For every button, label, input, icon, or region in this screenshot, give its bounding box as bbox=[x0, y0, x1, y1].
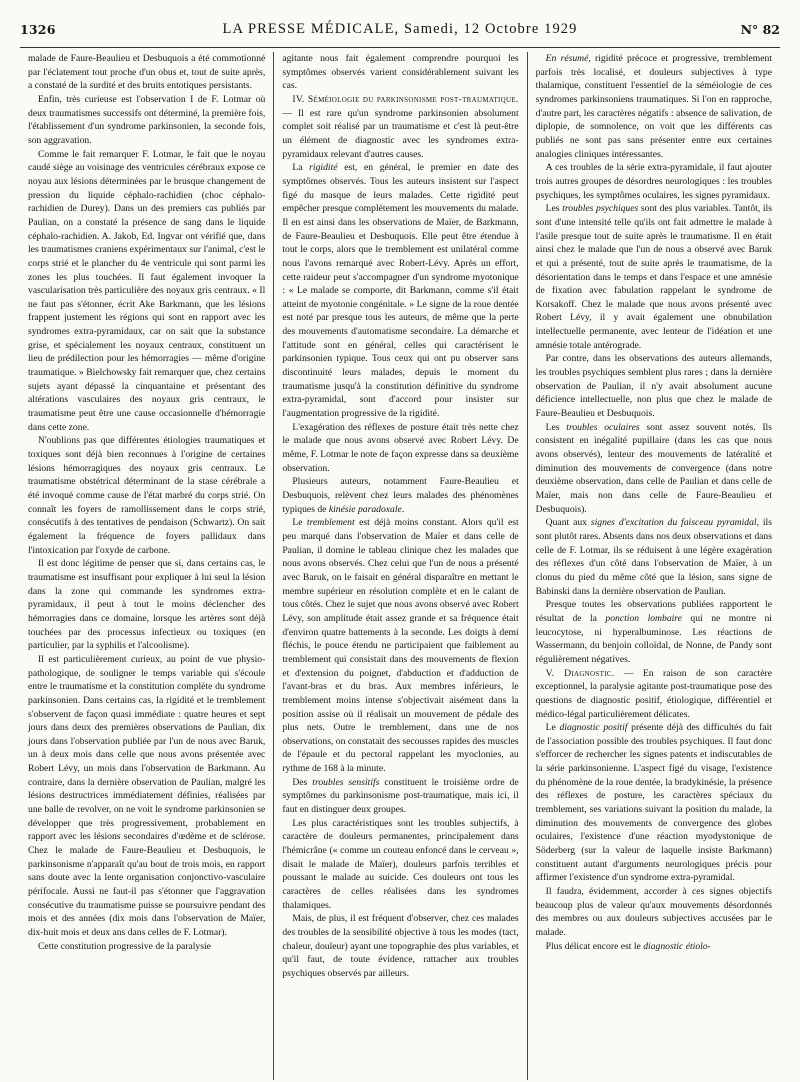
paragraph: Il faudra, évidemment, accorder à ces signes objectifs beaucoup plus de valeur qu'aux mouvements désordonnés des membres ou aux douleurs subjectives accusées par le malade. bbox=[535, 886, 772, 938]
emphasis-text: diagnostic positif bbox=[559, 722, 628, 734]
emphasis-text: kinésie paradoxale bbox=[328, 503, 402, 515]
section-heading: V. Diagnostic. bbox=[545, 667, 615, 679]
journal-title: LA PRESSE MÉDICALE, Samedi, 12 Octobre 1929 bbox=[222, 21, 578, 37]
paragraph: agitante nous fait également comprendre pourquoi les symptômes observés varient considérablement suivant les cas. bbox=[282, 53, 519, 92]
paragraph bbox=[536, 721, 772, 885]
paragraph bbox=[536, 52, 772, 161]
paragraph bbox=[282, 161, 518, 420]
emphasis-text: ponction lombaire bbox=[605, 612, 682, 624]
text-run: Les bbox=[545, 421, 567, 433]
paragraph bbox=[282, 93, 518, 161]
emphasis-text: En résumé bbox=[545, 53, 589, 64]
text-run: sont des plus variables. Tantôt, ils sont d'une intensité telle qu'ils ont fait admettre le malade à l'asile presque tout de suite après le traumatisme. Il en était ainsi chez le malade que l'un de nous a observé avec Baruk et qui a présenté, tout de suite après le traumatisme, de la désorientation dans le temps et dans l'espace et une amnésie de fixation avec fabulation rappelant le syndrome de Korsakoff. Chez le malade que nous avons présenté avec Robert Lévy, il y avait également une obnubilation intellectuelle permanente, avec lenteur de l'idéation et une amnésie totale antérograde. bbox=[535, 203, 772, 351]
page-number: 1326 bbox=[20, 22, 56, 37]
text-run: Le bbox=[545, 722, 560, 734]
column-right bbox=[527, 52, 780, 1080]
paragraph bbox=[536, 202, 772, 352]
emphasis-text: signes d'excitation du faisceau pyramidal bbox=[590, 517, 757, 529]
text-run: Le bbox=[292, 517, 307, 529]
emphasis-text: troubles sensitifs bbox=[312, 776, 380, 788]
paragraph: Mais, de plus, il est fréquent d'observer, chez ces malades des troubles de la sensibilité objective à tous les modes (tact, chaleur, douleur) ayant une topographie des plus variables, et qu'il faut, de toute évidence, rattacher aux troubles psychiques observés par ailleurs. bbox=[282, 913, 519, 979]
column-left bbox=[20, 52, 273, 1080]
text-run: sont assez souvent notés. Ils consistent en inégalité pupillaire (dans les cas que nous avons observés), lenteur des mouvements de latéralité et diminution des mouvements de convergence (dans notre deuxième observation, dans celle de Paulian et dans celle de Maïer, mais non dans celle de Faure-Beaulieu et Desbuquois). bbox=[535, 421, 772, 515]
paragraph: A ces troubles de la série extra-pyramidale, il faut ajouter trois autres groupes de désordres neurologiques : les troubles psychiques, les symptômes oculaires, les signes pyramidaux. bbox=[535, 162, 772, 201]
text-run: — Il est rare qu'un syndrome parkinsonien absolument complet soit réalisé par un traumatisme et c'est là peut-être un élément de diagnostic avec les syndromes extra-pyramidaux relevant d'autres causes. bbox=[282, 107, 519, 160]
text-run: présente déjà des difficultés du fait de l'association possible des troubles psychiques. Il faut donc s'efforcer de rechercher les signes patents et indiscutables de la série parkinsonienne. L'aspect figé du visage, l'existence du phénomène de la roue dentée, la bradykinésie, la présence des réflexes de posture, les caractères spéciaux du tremblement, ses variations suivant la position du malade, la diminution des mouvements de convergence des globes oculaires, l'existence d'une réaction myodystonique de Söderberg (sur la valeur de laquelle insiste Barkmann) constituent autant d'arguments neurologiques précis pour affirmer l'existence d'un syndrome extra-pyramidal. bbox=[535, 722, 772, 884]
paragraph: Enfin, très curieuse est l'observation I de F. Lotmar où deux traumatismes successifs ont déterminé, la première fois, l'établissement d'un syndrome parkinsonien, la seconde fois, son aggravation. bbox=[28, 93, 266, 146]
text-run: est, en général, le premier en date des symptômes observés. Tous les auteurs insistent sur l'aspect figé du masque de leurs malades. Cette rigidité peut empêcher presque complètement les mouvements du malade. Il en est ainsi dans les observations de Maïer, de Barkmann, de Faure-Beaulieu et Desbuquois. Elle peut être étendue à tout le corps, alors que le tremblement est unilatéral comme nous l'avons remarqué avec Robert-Lévy. Après un effort, cette raideur peut s'accompagner d'un syndrome myotonique : « Le malade se comporte, dit Barkmann, comme s'il était atteint de myotonie congénitale. » Le signe de la roue dentée est noté par presque tous les auteurs, de même que la perte des mouvements d'automatisme secondaire. La démarche et l'attitude sont en général, celles qui caractérisent le parkinsonien typique. Tous ceux qui ont pu observer sans discontinuité leurs malades, depuis le moment du traumatisme jusqu'à la constitution définitive du syndrome extra-pyramidal, sont d'accord pour insister sur l'augmentation progressive de la rigidité. bbox=[282, 162, 519, 420]
paragraph bbox=[282, 776, 518, 817]
text-run: Quant aux bbox=[545, 517, 591, 529]
paragraph: Il est particulièrement curieux, au point de vue physio-pathologique, de souligner le temps variable qui s'écoule entre le traumatisme et la constitution complète du syndrome parkinsonien. Dans certains cas, la rigidité et le tremblement s'observent de façon quasi immédiate : quatre heures et sept jours dans deux des premières observations de Paulian, dix jours dans l'observation publiée par l'un de nous avec Baruk, un à deux mois dans celle que nous avons présentée avec Robert Lévy, un mois dans l'observation de Barkmann. Au contraire, dans la dernière observation de Paulian, malgré les lésions destructrices immédiatement définies, réalisées par une balle de revolver, on ne voit le syndrome parkinsonien se développer que très progressivement, probablement en rapport avec les lésions secondaires d'œdème et de sclérose. Chez le malade de Faure-Beaulieu et Desbuquois, le parkinsonisme n'apparaît qu'au bout de trois mois, en rapport sans doute avec la lente organisation conjonctivo-vasculaire périfocale. Aussi ne faut-il pas s'étonner que l'aggravation consécutive du traumatisme puisse se poursuivre pendant des mois et des années (dix mois dans l'observation de Maïer, dix-huit mois et deux ans dans celles de F. Lotmar). bbox=[28, 653, 266, 938]
emphasis-text: troubles psychiques bbox=[562, 203, 639, 215]
text-run: Plusieurs auteurs, notamment Faure-Beaulieu et Desbuquois, relèvent chez leurs malades des phénomènes typiques de bbox=[282, 476, 519, 515]
paragraph bbox=[536, 940, 772, 954]
page-header bbox=[20, 0, 780, 48]
emphasis-text: rigidité bbox=[309, 162, 338, 174]
column-middle bbox=[273, 52, 526, 1080]
text-run: Plus délicat encore est le bbox=[545, 940, 644, 952]
paragraph: Cette constitution progressive de la paralysie bbox=[38, 940, 211, 952]
text-run: Les bbox=[545, 203, 563, 215]
paragraph: N'oublions pas que différentes étiologies traumatiques et toxiques sont déjà bien reconnues à l'origine de certaines lésions hémorragiques des noyaux gris centraux. Le traumatisme obstétrical déterminant de la stase cérébrale a été invoqué comme cause de l'état marbré du corps strié. On connaît les foyers de ramollissement dans le corps strié, consécutifs à des tentatives de pendaison (Schwartz). On sait également la fréquence de foyers pallidaux dans l'intoxication par l'oxyde de carbone. bbox=[28, 435, 266, 556]
paragraph bbox=[536, 667, 772, 722]
text-run: — En raison de son caractère exceptionnel, la paralysie agitante post-traumatique pose des questions de diagnostic positif, étiologique, différentiel et médico-légal particulièrement délicates. bbox=[535, 667, 772, 720]
text-run: La bbox=[292, 162, 310, 174]
section-heading: IV. Séméiologie du parkinsonisme post-traumatique. bbox=[292, 93, 519, 105]
text-run: , rigidité précoce et progressive, tremblement parfois très localisé, et douleurs subjectives à type thalamique, constituent l'essentiel de la séméiologie de ces syndromes parkinsoniens traumatiques. Si l'on en rapproche, d'autre part, les caractères négatifs : absence de salivation, de diplopie, de somnolence, on voit que les différents cas publiés ne sont pas sans présenter entre eux certaines analogies cliniques intéressantes. bbox=[535, 53, 772, 160]
paragraph: Comme le fait remarquer F. Lotmar, le fait que le noyau caudé siège au voisinage des ventricules cérébraux expose ce noyau aux lésions déterminées par le brusque changement de pression du liquide céphalo-rachidien (choc céphalo-rachidien de Durey). Dans un des premiers cas publiés par Paulian, on a constaté la présence de sang dans le liquide céphalo-rachidien. A. Jakob, Ed. Ingvar ont vérifié que, dans les traumatismes craniens expérimentaux sur l'animal, c'est le corps strié et le plancher du 4e ventricule qui sont parmi les zones les plus touchées. Il faut également invoquer la vascularisation très particulière des noyaux gris centraux. « Il ne faut pas s'étonner, écrit Ake Barkmann, que les lésions frappent justement les régions qui sont en rapport avec les syndromes extra-pyramidaux, car on sait que la substance grise, et spécialement les noyaux centraux, constituent un lieu de prédilection pour les hémorragies — même d'origine traumatique. » Bielchowsky fait remarquer que, chez certains sujets ayant dépassé la cinquantaine et présentant des altérations vasculaires des noyaux gris centraux, le traumatisme peut être une cause occasionnelle d'hémorragie dans cette zone. bbox=[28, 148, 266, 433]
issue-number: N° 82 bbox=[740, 22, 780, 37]
emphasis-text: tremblement bbox=[306, 517, 355, 529]
paragraph bbox=[282, 475, 518, 516]
article-columns bbox=[20, 52, 780, 1080]
paragraph: malade de Faure-Beaulieu et Desbuquois a été commotionné par l'éclatement tout proche d'un obus et, tout de suite après, a constaté de la surdité et des bruits entotiques persistants. bbox=[28, 53, 266, 92]
emphasis-text: troubles oculaires bbox=[566, 421, 640, 433]
text-run: . bbox=[401, 503, 405, 515]
paragraph: L'exagération des réflexes de posture était très nette chez le malade que nous avons observé avec Robert Lévy. De même, F. Lotmar le note de façon expresse dans sa deuxième observation. bbox=[282, 421, 519, 474]
paragraph bbox=[282, 516, 518, 775]
paragraph bbox=[536, 598, 772, 666]
text-run: Presque toutes les observations publiées rapportent le résultat de la bbox=[535, 599, 772, 624]
text-run: qui ne montre ni leucocytose, ni hyperalbuminose. Les réactions de Wassermann, du benjoin colloïdal, de Nonne, de Pandy sont régulièrement négatives. bbox=[535, 612, 772, 665]
text-run: Des bbox=[292, 776, 313, 788]
paragraph bbox=[536, 516, 772, 598]
text-run: , ils sont plutôt rares. Absents dans nos deux observations et dans celle de F. Lotmar, ils se réduisent à une légère exagération des réflexes d'un côté dans l'observation de Maïer, à un clonus du pied du même côté que la lésion, sans signe de Babinski dans la dernière observation de Paulian. bbox=[535, 517, 772, 597]
emphasis-text: diagnostic étiolo- bbox=[643, 940, 711, 952]
text-run: est déjà moins constant. Alors qu'il est peu marqué dans l'observation de Maïer et dans celle de Paulian, il domine le tableau clinique chez les malades que nous avons observés. Chez celui que l'un de nous a présenté avec Baruk, on le faisait en général disparaître en mettant le membre supérieur en résolution complète et en le calant de tous côtés. Chez le sujet que nous avons observé avec Robert Lévy, son amplitude était assez grande et sa fréquence était d'environ quatre battements à la seconde. Les doigts à demi fléchis, le pouce étendu ne participaient que faiblement au tremblement qui consistait dans des mouvements de flexion et d'extension du poignet, d'abduction et d'adduction de l'avant-bras et du bras. Aux membres inférieurs, le tremblement moins intense s'objectivait aisément dans la position assise où il réalisait un mouvement de pédale des plus nets. Outre le tremblement, dans une de nos observations, on constatait des secousses rapides des muscles de l'épaule et du pectoral rappelant les myoclonies, au rythme de 168 à la minute. bbox=[282, 517, 519, 775]
paragraph: Il est donc légitime de penser que si, dans certains cas, le traumatisme est insuffisant pour expliquer à lui seul la lésion dans la zone qui commande les syndromes extra-pyramidaux, il peut à tout le moins déclencher des hémorragies dans ce domaine, lorsque les artères sont déjà touchées par des processus infectieux ou toxiques (en particulier, par la syphilis et l'alcoolisme). bbox=[28, 558, 266, 652]
paragraph: Les plus caractéristiques sont les troubles subjectifs, à caractère de douleurs permanentes, principalement dans l'hémicrâne (« comme un couteau enfoncé dans le cerveau », disait le malade de Maïer), douleurs parfois terribles et poussant le malade au suicide. Ces douleurs ont tous les caractères de celles réalisées dans les syndromes thalamiques. bbox=[282, 817, 519, 911]
text-run: constituent le troisième ordre de symptômes du parkinsonisme post-traumatique, mais ici, il faut en distinguer deux groupes. bbox=[282, 776, 519, 816]
paragraph: Par contre, dans les observations des auteurs allemands, les troubles psychiques semblent plus rares ; dans la dernière observation de Paulian, il n'y avait absolument aucune déficience intellectuelle, non plus que chez le malade de Faure-Beaulieu et Desbuquois. bbox=[535, 353, 772, 420]
paragraph bbox=[536, 421, 772, 517]
